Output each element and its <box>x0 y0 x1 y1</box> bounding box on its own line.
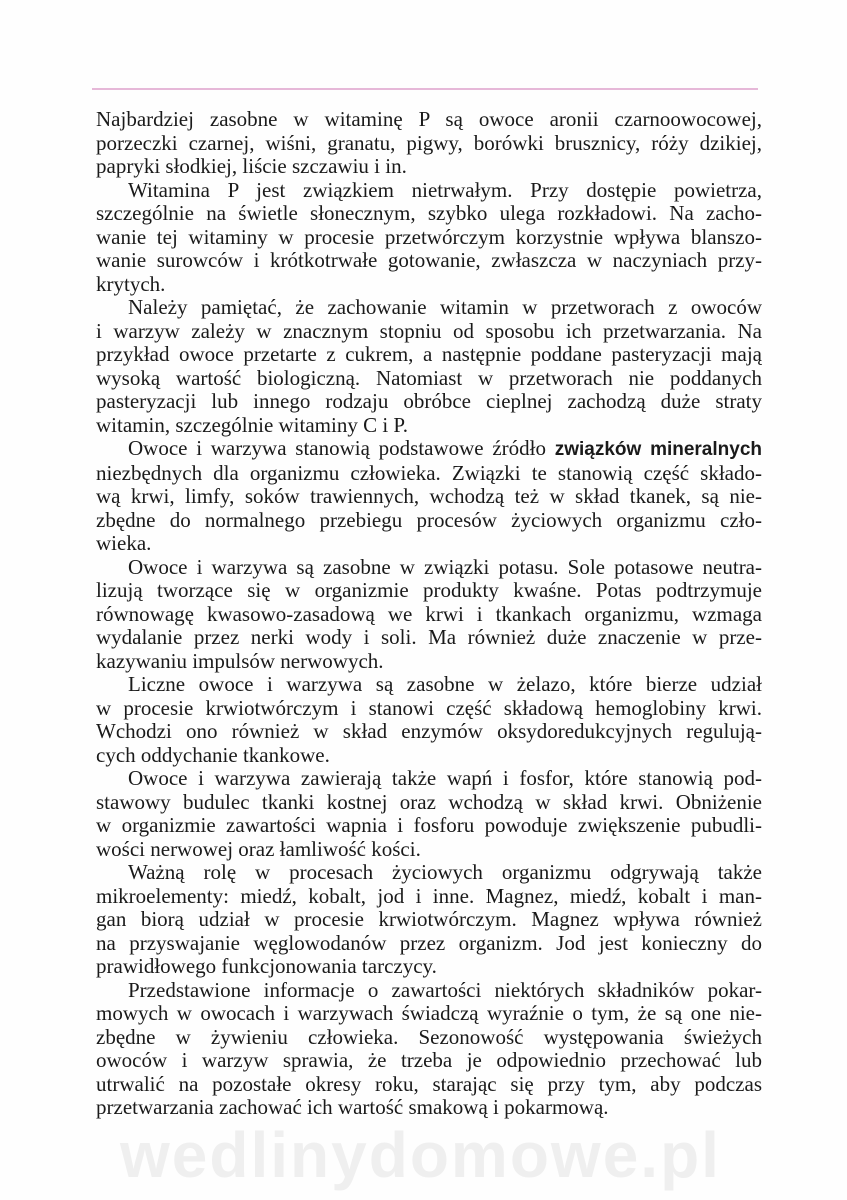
text-line: wości nerwowej oraz łamliwość kości. <box>96 837 421 861</box>
text-line: Najbardziej zasobne w witaminę P są owoce aronii czarnoowocowej, <box>96 108 762 131</box>
text-line: cych oddychanie tkankowe. <box>96 743 330 767</box>
text-line: zbędne do normalnego przebiegu procesów życiowych organizmu czło- <box>96 508 762 532</box>
text-line: i warzyw zależy w znacznym stopniu od sposobu ich przetwarzania. Na <box>96 319 762 343</box>
text-line: przetwarzania zachować ich wartość smakową i pokarmową. <box>96 1096 609 1119</box>
text-line: zbędne w żywieniu człowieka. Sezonowość występowania świeżych <box>96 1025 762 1049</box>
text-line: wieka. <box>96 532 152 555</box>
paragraph <box>96 437 762 556</box>
text-line: Ważną rolę w procesach życiowych organizmu odgrywają także <box>128 861 762 884</box>
text-line: Wchodzi ono również w skład enzymów oksydoredukcyjnych regulują- <box>96 720 762 743</box>
paragraph <box>96 108 762 179</box>
text-line: niezbędnych dla organizmu człowieka. Związki te stanowią część składo- <box>96 461 762 485</box>
text-line: pasteryzacji lub innego rodzaju obróbce cieplnej zachodzą duże straty <box>96 390 762 413</box>
text-line: szczególnie na świetle słonecznym, szybko ulega rozkładowi. Na zacho- <box>96 202 762 225</box>
text-line: mikroelementy: miedź, kobalt, jod i inne. Magnez, miedź, kobalt i man- <box>96 884 762 908</box>
paragraph <box>96 556 762 674</box>
paragraph <box>96 861 762 979</box>
text-line: stawowy budulec tkanki kostnej oraz wchodzą w skład krwi. Obniżenie <box>96 790 762 814</box>
text-line: Należy pamiętać, że zachowanie witamin w przetworach z owoców <box>128 296 762 319</box>
text-line: witamin, szczególnie witaminy C i P. <box>96 413 409 437</box>
text-line: w procesie krwiotwórczym i stanowi część składową hemoglobiny krwi. <box>96 696 762 720</box>
text-line: mowych w owocach i warzywach świadczą wyraźnie o tym, że są one nie- <box>96 1002 762 1025</box>
text-line: Przedstawione informacje o zawartości niektórych składników pokar- <box>128 978 762 1002</box>
text-line: równowagę kwasowo-zasadową we krwi i tkankach organizmu, wzmaga <box>96 602 762 626</box>
paragraph <box>96 979 762 1120</box>
paragraph <box>96 673 762 767</box>
text-line: gan biorą udział w procesie krwiotwórczym. Magnez wpływa również <box>96 908 762 931</box>
text-line: utrwalić na pozostałe okresy roku, starając się przy tym, aby podczas <box>96 1072 762 1096</box>
text-line: lizują tworzące się w organizmie produkty kwaśne. Potas podtrzymuje <box>96 579 762 602</box>
page-body <box>96 108 762 1120</box>
text-line: wanie surowców i krótkotrwałe gotowanie, zwłaszcza w naczyniach przy- <box>96 249 762 272</box>
watermark: wedlinydomowe.pl <box>120 1119 721 1191</box>
text-line: papryki słodkiej, liście szczawiu i in. <box>96 155 407 178</box>
text-line: Owoce i warzywa zawierają także wapń i fosfor, które stanowią pod- <box>128 767 762 790</box>
paragraph <box>96 767 762 861</box>
page-top-rule <box>92 88 758 90</box>
text-line: przykład owoce przetarte z cukrem, a następnie poddane pasteryzacji mają <box>96 343 762 366</box>
text-line: wysoką wartość biologiczną. Natomiast w przetworach nie poddanych <box>96 366 762 390</box>
text-line: w organizmie zawartości wapnia i fosforu powoduje zwiększenie pubudli- <box>96 814 762 837</box>
text-line: kazywaniu impulsów nerwowych. <box>96 649 384 673</box>
text-line: Owoce i warzywa są zasobne w związki potasu. Sole potasowe neutra- <box>128 555 762 579</box>
paragraph <box>96 179 762 297</box>
text-line: wydalanie przez nerki wody i soli. Ma również duże znaczenie w prze- <box>96 626 762 649</box>
text-line: porzeczki czarnej, wiśni, granatu, pigwy, borówki brusznicy, róży dzikiej, <box>96 131 762 155</box>
paragraph <box>96 296 762 437</box>
text-line: wą krwi, limfy, soków trawiennych, wchodzą też w skład tkanek, są nie- <box>96 485 762 508</box>
text-run: Owoce i warzywa stanowią podstawowe źródło <box>128 437 555 460</box>
text-line: krytych. <box>96 272 166 296</box>
text-line <box>96 437 762 462</box>
text-line: wanie tej witaminy w procesie przetwórczym korzystnie wpływa blanszo- <box>96 225 762 249</box>
text-line: Liczne owoce i warzywa są zasobne w żelazo, które bierze udział <box>128 673 762 696</box>
text-line: na przyswajanie węglowodanów przez organizm. Jod jest konieczny do <box>96 931 762 955</box>
bold-term: związków mineralnych <box>554 439 762 460</box>
text-line: Witamina P jest związkiem nietrwałym. Przy dostępie powietrza, <box>128 178 762 202</box>
text-line: owoców i warzyw sprawia, że trzeba je odpowiednio przechować lub <box>96 1049 762 1072</box>
text-line: prawidłowego funkcjonowania tarczycy. <box>96 955 437 978</box>
